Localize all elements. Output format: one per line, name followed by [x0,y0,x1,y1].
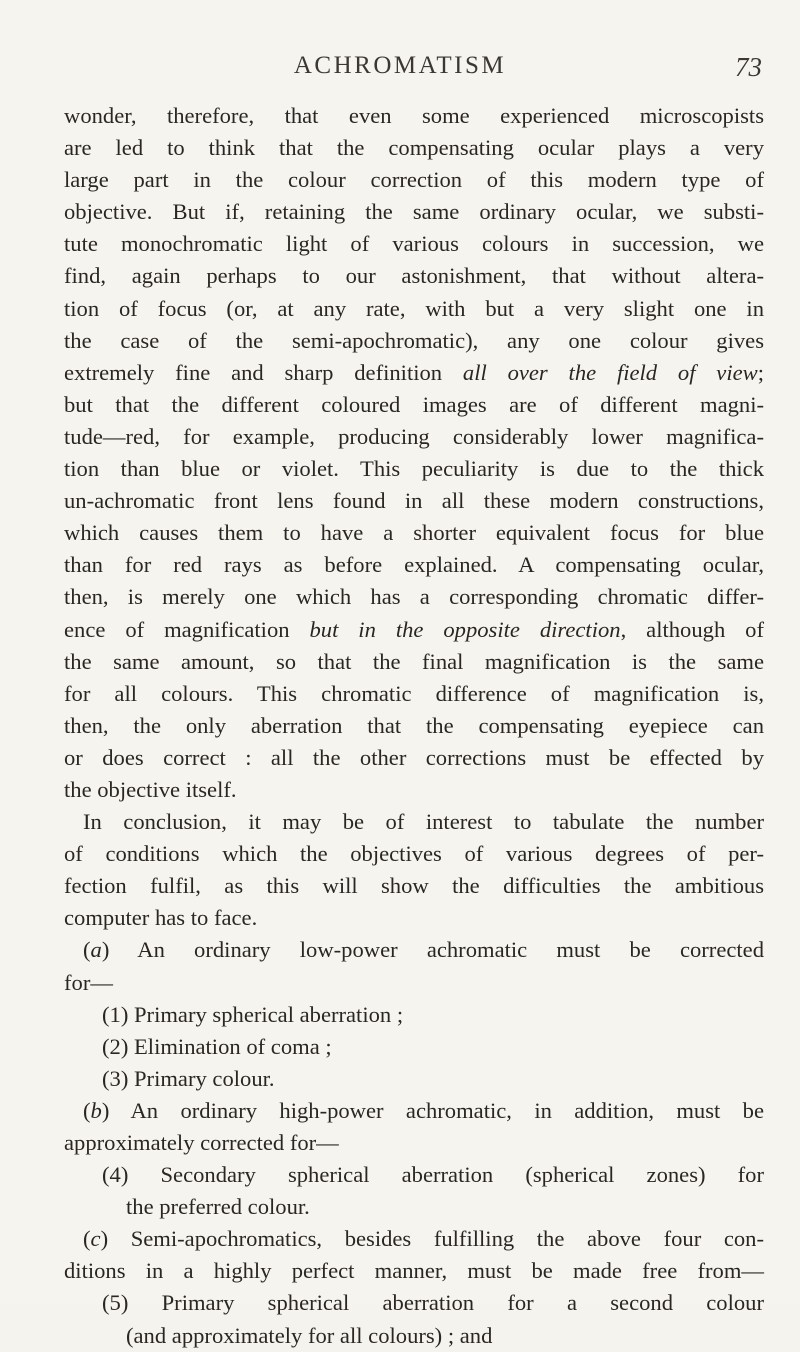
text-line: un-achromatic front lens found in all these modern constructions, [64,488,764,514]
text-line: but that the different coloured images are of different magni- [64,391,764,417]
body-text [64,100,764,1352]
list-item-continuation: the preferred colour. [126,1194,310,1220]
list-letter: a [90,937,102,963]
text-run: ) An ordinary low-power achromatic must be corrected [101,937,764,963]
text-run: ( [83,1226,91,1252]
text-run: extremely fine and sharp definition [64,359,443,385]
text-line: than for red rays as before explained. A compensating ocular, [64,552,764,578]
page-header [0,52,800,88]
text-run: ) Semi-apochromatics, besides fulfilling the above four con- [100,1226,764,1252]
text-line: tion of focus (or, at any rate, with but a very slight one in [64,295,764,321]
text-line: wonder, therefore, that even some experienced microscopists [64,103,764,128]
text-line: the case of the semi-apochromatic), any one colour gives [64,327,764,353]
list-item: (1) Primary spherical aberration ; [102,1001,404,1027]
italic-phrase: but in the opposite direction [309,616,621,642]
text-line: then, is merely one which has a corresponding chromatic differ- [64,584,764,610]
text-run: ) An ordinary high-power achromatic, in addition, must be [101,1097,764,1123]
text-line: objective. But if, retaining the same ordinary ocular, we substi- [64,199,764,225]
text-run: ( [83,937,91,963]
text-line: large part in the colour correction of this modern type of [64,167,764,193]
text-line: In conclusion, it may be of interest to tabulate the number [83,809,764,835]
text-line: then, the only aberration that the compensating eyepiece can [64,712,764,738]
list-letter: b [90,1097,102,1123]
text-line: the objective itself. [64,776,237,802]
text-line: the same amount, so that the final magnification is the same [64,648,764,674]
text-line [64,934,764,966]
text-line [64,357,764,389]
running-title: ACHROMATISM [293,52,507,79]
list-item: (5) Primary spherical aberration for a second colour [102,1290,764,1316]
text-line: of conditions which the objectives of various degrees of per- [64,841,764,867]
text-run: , although of [620,616,764,642]
text-run: ence of magnification [64,616,290,642]
text-line: fection fulfil, as this will show the difficulties the ambitious [64,873,764,899]
text-line: approximately corrected for— [64,1130,339,1155]
text-line: for all colours. This chromatic difference of magnification is, [64,680,764,706]
list-item: (3) Primary colour. [102,1065,275,1091]
list-letter: c [90,1226,101,1252]
text-line: for— [64,969,113,995]
text-line [64,614,764,646]
text-line [64,1095,764,1127]
text-line: ditions in a highly perfect manner, must be made free from— [64,1258,764,1284]
text-line: computer has to face. [64,905,258,931]
text-line: tute monochromatic light of various colours in succession, we [64,231,764,257]
text-line [64,1223,764,1255]
list-item: (4) Secondary spherical aberration (spherical zones) for [102,1162,764,1188]
list-item-continuation: (and approximately for all colours) ; and [126,1322,493,1348]
text-line: which causes them to have a shorter equivalent focus for blue [64,520,764,546]
page-number: 73 [735,52,762,82]
text-line: or does correct : all the other corrections must be effected by [64,744,764,770]
text-line: tude—red, for example, producing considerably lower magnifica- [64,423,764,449]
italic-phrase: all over the field of view [462,359,758,385]
text-line: find, again perhaps to our astonishment, that without altera- [64,263,764,289]
list-item: (2) Elimination of coma ; [102,1033,332,1059]
text-run: ; [757,359,764,385]
text-line: are led to think that the compensating ocular plays a very [64,135,764,161]
text-line: tion than blue or violet. This peculiarity is due to the thick [64,456,764,482]
text-run: ( [83,1097,91,1123]
